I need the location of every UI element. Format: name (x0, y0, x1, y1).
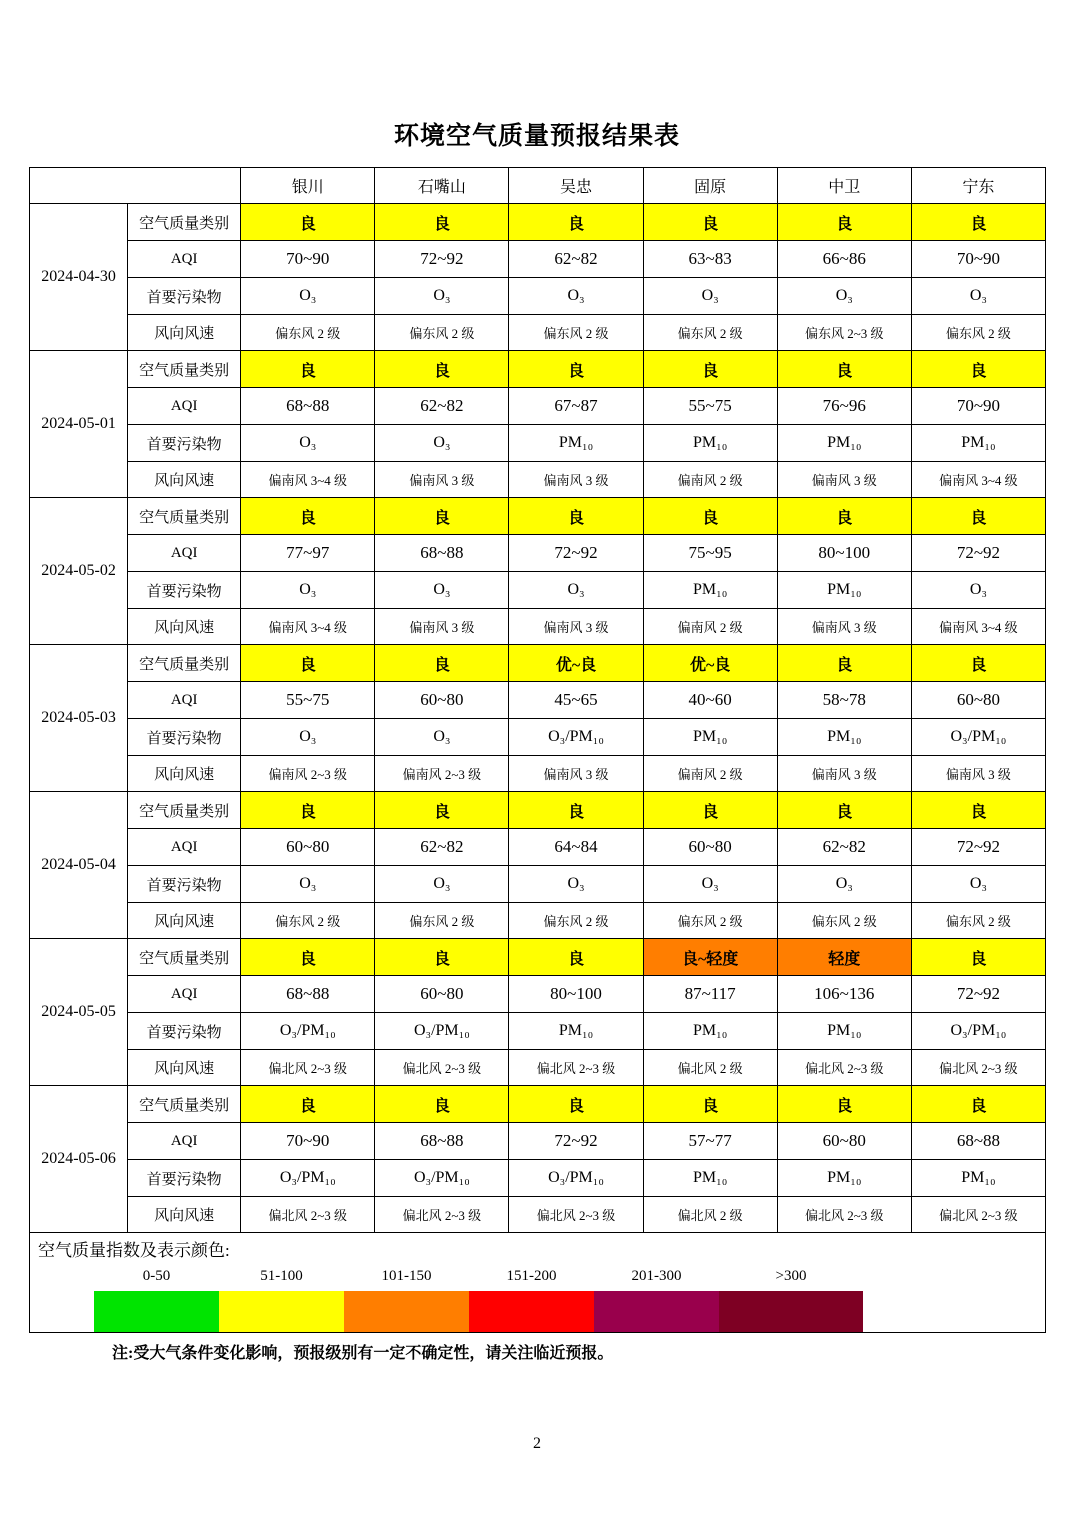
legend-range-label: 151-200 (506, 1268, 557, 1284)
wind-cell-石嘴山: 偏南风 3 级 (375, 609, 509, 645)
forecast-row-2024-04-30-wind (30, 315, 1046, 351)
wind-cell-银川: 偏北风 2~3 级 (241, 1050, 375, 1086)
wind-cell-银川: 偏南风 3~4 级 (241, 462, 375, 498)
wind-cell-石嘴山: 偏南风 3 级 (375, 462, 509, 498)
forecast-row-2024-05-03-aqi (30, 682, 1046, 719)
aqi-cell-宁东: 60~80 (911, 682, 1045, 719)
legend-title: 空气质量指数及表示颜色: (38, 1241, 230, 1260)
pollutant-cell-银川: O₃ (241, 572, 375, 609)
wind-cell-中卫: 偏东风 2 级 (777, 903, 911, 939)
forecast-row-2024-05-05-wind (30, 1050, 1046, 1086)
city-header-wuzhong: 吴忠 (509, 168, 643, 204)
pollutant-cell-吴忠: O₃ (509, 572, 643, 609)
aqi-cell-宁东: 68~88 (911, 1123, 1045, 1160)
wind-cell-吴忠: 偏南风 3 级 (509, 462, 643, 498)
row-label-pollutant: 首要污染物 (128, 572, 241, 609)
category-cell-中卫: 良 (777, 645, 911, 682)
pollutant-cell-银川: O₃/PM₁₀ (241, 1160, 375, 1197)
aqi-cell-宁东: 72~92 (911, 829, 1045, 866)
aqi-cell-吴忠: 72~92 (509, 1123, 643, 1160)
forecast-table-body (30, 204, 1046, 1233)
legend-range-label: 0-50 (142, 1268, 171, 1284)
pollutant-cell-中卫: PM₁₀ (777, 1160, 911, 1197)
date-cell: 2024-05-05 (30, 939, 128, 1086)
wind-cell-中卫: 偏南风 3 级 (777, 756, 911, 792)
pollutant-cell-石嘴山: O₃/PM₁₀ (375, 1160, 509, 1197)
row-label-pollutant: 首要污染物 (128, 866, 241, 903)
date-cell: 2024-05-01 (30, 351, 128, 498)
legend-color-bar (94, 1291, 1045, 1332)
forecast-row-2024-04-30-aqi (30, 241, 1046, 278)
wind-cell-宁东: 偏北风 2~3 级 (911, 1197, 1045, 1233)
pollutant-cell-宁东: O₃ (911, 572, 1045, 609)
forecast-row-2024-05-06-wind (30, 1197, 1046, 1233)
category-cell-石嘴山: 良 (375, 351, 509, 388)
pollutant-cell-固原: PM₁₀ (643, 719, 777, 756)
row-label-pollutant: 首要污染物 (128, 425, 241, 462)
forecast-row-2024-05-02-wind (30, 609, 1046, 645)
wind-cell-吴忠: 偏北风 2~3 级 (509, 1050, 643, 1086)
pollutant-cell-宁东: PM₁₀ (911, 425, 1045, 462)
wind-cell-固原: 偏南风 2 级 (643, 756, 777, 792)
category-cell-宁东: 良 (911, 498, 1045, 535)
wind-cell-银川: 偏北风 2~3 级 (241, 1197, 375, 1233)
category-cell-固原: 良 (643, 1086, 777, 1123)
pollutant-cell-固原: PM₁₀ (643, 1160, 777, 1197)
forecast-row-2024-05-05-aqi (30, 976, 1046, 1013)
pollutant-cell-宁东: O₃ (911, 278, 1045, 315)
category-cell-吴忠: 良 (509, 204, 643, 241)
row-label-pollutant: 首要污染物 (128, 1160, 241, 1197)
legend-range-label: 51-100 (260, 1268, 303, 1284)
row-label-category: 空气质量类别 (128, 792, 241, 829)
city-header-shizuishan: 石嘴山 (375, 168, 509, 204)
wind-cell-固原: 偏北风 2 级 (643, 1050, 777, 1086)
wind-cell-固原: 偏南风 2 级 (643, 609, 777, 645)
wind-cell-宁东: 偏南风 3~4 级 (911, 609, 1045, 645)
city-header-ningdong: 宁东 (911, 168, 1045, 204)
aqi-cell-宁东: 70~90 (911, 241, 1045, 278)
pollutant-cell-中卫: O₃ (777, 866, 911, 903)
pollutant-cell-宁东: O₃/PM₁₀ (911, 719, 1045, 756)
city-header-zhongwei: 中卫 (777, 168, 911, 204)
wind-cell-吴忠: 偏南风 3 级 (509, 609, 643, 645)
pollutant-cell-固原: O₃ (643, 866, 777, 903)
wind-cell-固原: 偏南风 2 级 (643, 462, 777, 498)
aqi-cell-中卫: 76~96 (777, 388, 911, 425)
pollutant-cell-中卫: O₃ (777, 278, 911, 315)
row-label-wind: 风向风速 (128, 1197, 241, 1233)
row-label-wind: 风向风速 (128, 1050, 241, 1086)
legend-color-swatch (594, 1291, 719, 1332)
wind-cell-银川: 偏东风 2 级 (241, 903, 375, 939)
forecast-row-2024-05-05-pollutant (30, 1013, 1046, 1050)
legend-range-labels (94, 1264, 1045, 1291)
category-cell-石嘴山: 良 (375, 1086, 509, 1123)
category-cell-石嘴山: 良 (375, 645, 509, 682)
aqi-cell-吴忠: 64~84 (509, 829, 643, 866)
forecast-row-2024-05-02-category (30, 498, 1046, 535)
pollutant-cell-银川: O₃/PM₁₀ (241, 1013, 375, 1050)
wind-cell-石嘴山: 偏东风 2 级 (375, 903, 509, 939)
pollutant-cell-固原: PM₁₀ (643, 572, 777, 609)
category-cell-宁东: 良 (911, 204, 1045, 241)
pollutant-cell-银川: O₃ (241, 278, 375, 315)
date-cell: 2024-04-30 (30, 204, 128, 351)
wind-cell-中卫: 偏南风 3 级 (777, 609, 911, 645)
legend-range-label: 101-150 (381, 1268, 432, 1284)
wind-cell-宁东: 偏北风 2~3 级 (911, 1050, 1045, 1086)
category-cell-石嘴山: 良 (375, 792, 509, 829)
aqi-cell-吴忠: 67~87 (509, 388, 643, 425)
wind-cell-石嘴山: 偏北风 2~3 级 (375, 1050, 509, 1086)
row-label-wind: 风向风速 (128, 462, 241, 498)
aqi-cell-银川: 70~90 (241, 241, 375, 278)
aqi-cell-宁东: 72~92 (911, 976, 1045, 1013)
forecast-row-2024-04-30-category (30, 204, 1046, 241)
forecast-row-2024-05-01-aqi (30, 388, 1046, 425)
table-header-row (30, 168, 1046, 204)
aqi-cell-石嘴山: 62~82 (375, 829, 509, 866)
aqi-cell-吴忠: 72~92 (509, 535, 643, 572)
category-cell-石嘴山: 良 (375, 939, 509, 976)
category-cell-银川: 良 (241, 939, 375, 976)
category-cell-银川: 良 (241, 1086, 375, 1123)
legend-color-swatch (344, 1291, 469, 1332)
aqi-cell-银川: 60~80 (241, 829, 375, 866)
wind-cell-石嘴山: 偏东风 2 级 (375, 315, 509, 351)
pollutant-cell-石嘴山: O₃/PM₁₀ (375, 1013, 509, 1050)
page-title: 环境空气质量预报结果表 (393, 123, 680, 150)
wind-cell-固原: 偏北风 2 级 (643, 1197, 777, 1233)
forecast-row-2024-05-01-category (30, 351, 1046, 388)
wind-cell-银川: 偏南风 3~4 级 (241, 609, 375, 645)
row-label-wind: 风向风速 (128, 903, 241, 939)
row-label-pollutant: 首要污染物 (128, 278, 241, 315)
wind-cell-石嘴山: 偏南风 2~3 级 (375, 756, 509, 792)
forecast-row-2024-05-03-category (30, 645, 1046, 682)
aqi-cell-中卫: 62~82 (777, 829, 911, 866)
aqi-cell-石嘴山: 62~82 (375, 388, 509, 425)
category-cell-吴忠: 良 (509, 939, 643, 976)
row-label-category: 空气质量类别 (128, 351, 241, 388)
forecast-row-2024-05-03-pollutant (30, 719, 1046, 756)
wind-cell-吴忠: 偏东风 2 级 (509, 315, 643, 351)
wind-cell-中卫: 偏南风 3 级 (777, 462, 911, 498)
date-cell: 2024-05-04 (30, 792, 128, 939)
aqi-cell-石嘴山: 68~88 (375, 535, 509, 572)
aqi-cell-石嘴山: 72~92 (375, 241, 509, 278)
wind-cell-宁东: 偏南风 3~4 级 (911, 462, 1045, 498)
category-cell-固原: 优~良 (643, 645, 777, 682)
aqi-cell-银川: 77~97 (241, 535, 375, 572)
wind-cell-中卫: 偏北风 2~3 级 (777, 1197, 911, 1233)
pollutant-cell-吴忠: O₃/PM₁₀ (509, 1160, 643, 1197)
wind-cell-固原: 偏东风 2 级 (643, 315, 777, 351)
category-cell-固原: 良 (643, 351, 777, 388)
category-cell-宁东: 良 (911, 1086, 1045, 1123)
aqi-cell-吴忠: 62~82 (509, 241, 643, 278)
wind-cell-宁东: 偏东风 2 级 (911, 903, 1045, 939)
row-label-wind: 风向风速 (128, 315, 241, 351)
category-cell-宁东: 良 (911, 792, 1045, 829)
category-cell-固原: 良 (643, 792, 777, 829)
forecast-row-2024-05-03-wind (30, 756, 1046, 792)
pollutant-cell-中卫: PM₁₀ (777, 719, 911, 756)
aqi-cell-中卫: 60~80 (777, 1123, 911, 1160)
category-cell-银川: 良 (241, 645, 375, 682)
forecast-row-2024-05-02-aqi (30, 535, 1046, 572)
row-label-aqi: AQI (128, 241, 241, 278)
row-label-wind: 风向风速 (128, 609, 241, 645)
forecast-table (29, 167, 1046, 1233)
category-cell-固原: 良 (643, 204, 777, 241)
pollutant-cell-固原: PM₁₀ (643, 1013, 777, 1050)
pollutant-cell-石嘴山: O₃ (375, 572, 509, 609)
wind-cell-吴忠: 偏北风 2~3 级 (509, 1197, 643, 1233)
legend-color-swatch (219, 1291, 344, 1332)
row-label-pollutant: 首要污染物 (128, 1013, 241, 1050)
forecast-row-2024-05-04-aqi (30, 829, 1046, 866)
row-label-wind: 风向风速 (128, 756, 241, 792)
pollutant-cell-吴忠: O₃ (509, 866, 643, 903)
pollutant-cell-宁东: O₃ (911, 866, 1045, 903)
category-cell-银川: 良 (241, 351, 375, 388)
pollutant-cell-吴忠: O₃ (509, 278, 643, 315)
wind-cell-吴忠: 偏东风 2 级 (509, 903, 643, 939)
forecast-row-2024-05-05-category (30, 939, 1046, 976)
aqi-cell-固原: 75~95 (643, 535, 777, 572)
category-cell-中卫: 良 (777, 351, 911, 388)
city-header-guyuan: 固原 (643, 168, 777, 204)
forecast-row-2024-05-06-pollutant (30, 1160, 1046, 1197)
category-cell-中卫: 良 (777, 792, 911, 829)
aqi-cell-宁东: 72~92 (911, 535, 1045, 572)
category-cell-中卫: 良 (777, 498, 911, 535)
pollutant-cell-宁东: PM₁₀ (911, 1160, 1045, 1197)
aqi-cell-吴忠: 80~100 (509, 976, 643, 1013)
category-cell-吴忠: 良 (509, 351, 643, 388)
pollutant-cell-石嘴山: O₃ (375, 425, 509, 462)
category-cell-吴忠: 良 (509, 1086, 643, 1123)
wind-cell-宁东: 偏东风 2 级 (911, 315, 1045, 351)
category-cell-吴忠: 优~良 (509, 645, 643, 682)
aqi-cell-中卫: 106~136 (777, 976, 911, 1013)
corner-cell (30, 168, 241, 204)
pollutant-cell-石嘴山: O₃ (375, 866, 509, 903)
aqi-cell-银川: 70~90 (241, 1123, 375, 1160)
category-cell-宁东: 良 (911, 351, 1045, 388)
category-cell-宁东: 良 (911, 939, 1045, 976)
row-label-category: 空气质量类别 (128, 939, 241, 976)
forecast-row-2024-05-06-category (30, 1086, 1046, 1123)
forecast-row-2024-05-02-pollutant (30, 572, 1046, 609)
aqi-cell-宁东: 70~90 (911, 388, 1045, 425)
wind-cell-石嘴山: 偏北风 2~3 级 (375, 1197, 509, 1233)
forecast-row-2024-05-04-category (30, 792, 1046, 829)
pollutant-cell-吴忠: PM₁₀ (509, 425, 643, 462)
pollutant-cell-吴忠: O₃/PM₁₀ (509, 719, 643, 756)
row-label-aqi: AQI (128, 682, 241, 719)
aqi-cell-银川: 68~88 (241, 388, 375, 425)
category-cell-石嘴山: 良 (375, 204, 509, 241)
aqi-cell-固原: 40~60 (643, 682, 777, 719)
legend-color-swatch (94, 1291, 219, 1332)
forecast-row-2024-05-04-wind (30, 903, 1046, 939)
wind-cell-银川: 偏东风 2 级 (241, 315, 375, 351)
aqi-cell-石嘴山: 60~80 (375, 682, 509, 719)
legend-range-label: 201-300 (631, 1268, 682, 1284)
pollutant-cell-石嘴山: O₃ (375, 719, 509, 756)
row-label-pollutant: 首要污染物 (128, 719, 241, 756)
pollutant-cell-吴忠: PM₁₀ (509, 1013, 643, 1050)
pollutant-cell-固原: PM₁₀ (643, 425, 777, 462)
pollutant-cell-固原: O₃ (643, 278, 777, 315)
aqi-cell-银川: 55~75 (241, 682, 375, 719)
pollutant-cell-中卫: PM₁₀ (777, 1013, 911, 1050)
wind-cell-固原: 偏东风 2 级 (643, 903, 777, 939)
category-cell-银川: 良 (241, 204, 375, 241)
category-cell-吴忠: 良 (509, 792, 643, 829)
aqi-cell-银川: 68~88 (241, 976, 375, 1013)
aqi-cell-石嘴山: 60~80 (375, 976, 509, 1013)
date-cell: 2024-05-06 (30, 1086, 128, 1233)
category-cell-中卫: 轻度 (777, 939, 911, 976)
pollutant-cell-中卫: PM₁₀ (777, 425, 911, 462)
pollutant-cell-银川: O₃ (241, 425, 375, 462)
row-label-category: 空气质量类别 (128, 498, 241, 535)
aqi-cell-中卫: 58~78 (777, 682, 911, 719)
row-label-aqi: AQI (128, 976, 241, 1013)
forecast-row-2024-04-30-pollutant (30, 278, 1046, 315)
pollutant-cell-中卫: PM₁₀ (777, 572, 911, 609)
forecast-row-2024-05-01-wind (30, 462, 1046, 498)
date-cell: 2024-05-03 (30, 645, 128, 792)
pollutant-cell-银川: O₃ (241, 866, 375, 903)
aqi-cell-中卫: 80~100 (777, 535, 911, 572)
pollutant-cell-宁东: O₃/PM₁₀ (911, 1013, 1045, 1050)
wind-cell-宁东: 偏南风 3 级 (911, 756, 1045, 792)
category-cell-银川: 良 (241, 498, 375, 535)
category-cell-固原: 良 (643, 498, 777, 535)
category-cell-中卫: 良 (777, 204, 911, 241)
aqi-cell-固原: 55~75 (643, 388, 777, 425)
legend-color-swatch (719, 1291, 863, 1332)
row-label-aqi: AQI (128, 388, 241, 425)
row-label-aqi: AQI (128, 1123, 241, 1160)
row-label-category: 空气质量类别 (128, 204, 241, 241)
wind-cell-中卫: 偏东风 2~3 级 (777, 315, 911, 351)
category-cell-吴忠: 良 (509, 498, 643, 535)
footnote: 注:受大气条件变化影响，预报级别有一定不确定性，请关注临近预报。 (112, 1345, 614, 1362)
aqi-cell-固原: 57~77 (643, 1123, 777, 1160)
wind-cell-吴忠: 偏南风 3 级 (509, 756, 643, 792)
wind-cell-中卫: 偏北风 2~3 级 (777, 1050, 911, 1086)
pollutant-cell-银川: O₃ (241, 719, 375, 756)
forecast-row-2024-05-04-pollutant (30, 866, 1046, 903)
aqi-cell-固原: 60~80 (643, 829, 777, 866)
forecast-row-2024-05-01-pollutant (30, 425, 1046, 462)
wind-cell-银川: 偏南风 2~3 级 (241, 756, 375, 792)
row-label-aqi: AQI (128, 535, 241, 572)
date-cell: 2024-05-02 (30, 498, 128, 645)
aqi-legend (29, 1233, 1046, 1333)
aqi-cell-固原: 63~83 (643, 241, 777, 278)
forecast-row-2024-05-06-aqi (30, 1123, 1046, 1160)
category-cell-银川: 良 (241, 792, 375, 829)
category-cell-宁东: 良 (911, 645, 1045, 682)
category-cell-固原: 良~轻度 (643, 939, 777, 976)
aqi-cell-固原: 87~117 (643, 976, 777, 1013)
aqi-cell-吴忠: 45~65 (509, 682, 643, 719)
legend-color-swatch (469, 1291, 594, 1332)
legend-range-label: >300 (775, 1268, 807, 1284)
category-cell-石嘴山: 良 (375, 498, 509, 535)
pollutant-cell-石嘴山: O₃ (375, 278, 509, 315)
row-label-category: 空气质量类别 (128, 1086, 241, 1123)
aqi-cell-中卫: 66~86 (777, 241, 911, 278)
aqi-cell-石嘴山: 68~88 (375, 1123, 509, 1160)
page-number: 2 (533, 1435, 541, 1452)
city-header-yinchuan: 银川 (241, 168, 375, 204)
category-cell-中卫: 良 (777, 1086, 911, 1123)
row-label-aqi: AQI (128, 829, 241, 866)
row-label-category: 空气质量类别 (128, 645, 241, 682)
